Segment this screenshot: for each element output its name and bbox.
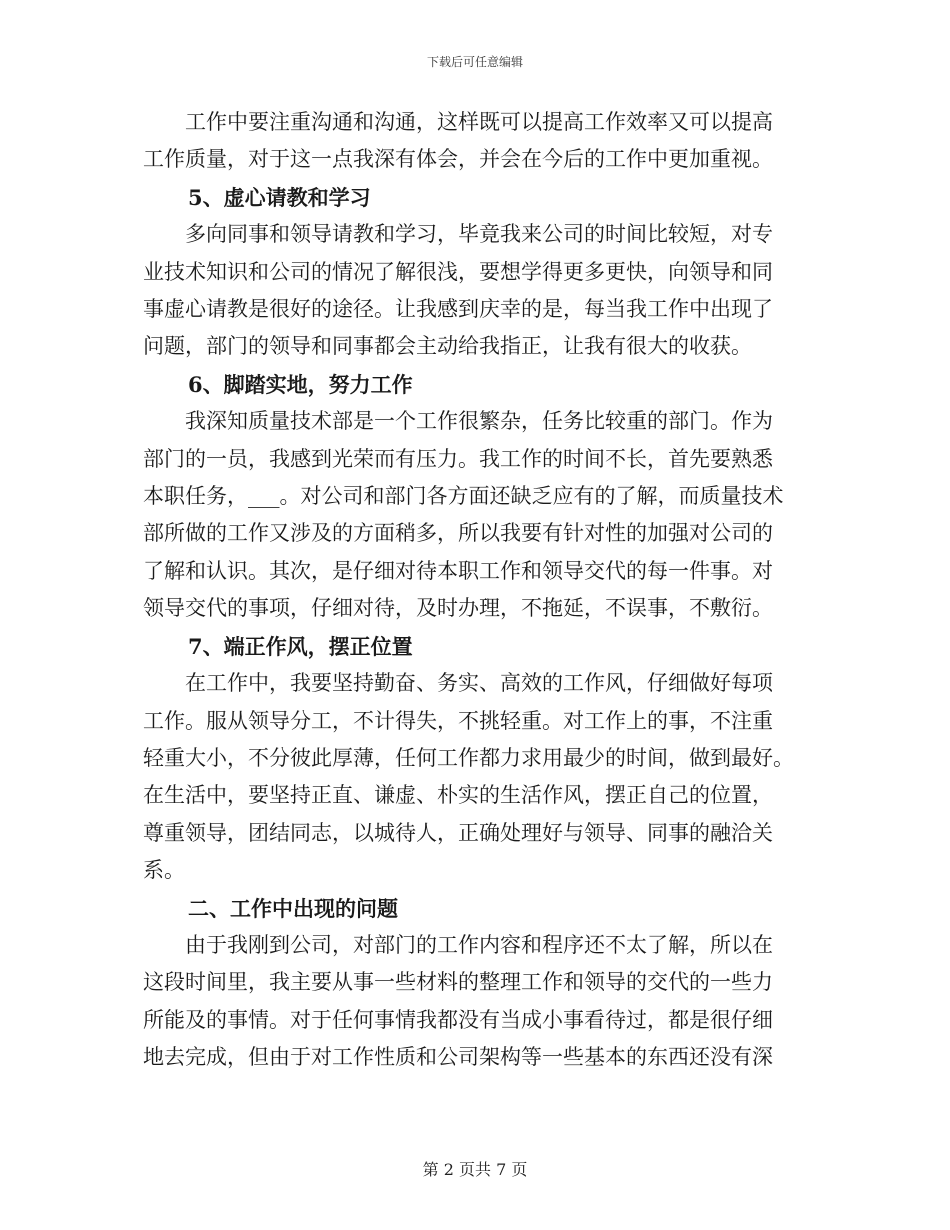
paragraph bbox=[143, 403, 808, 627]
text-line: 业技术知识和公司的情况了解很浅，要想学得更多更快，向领导和同 bbox=[143, 259, 773, 284]
paragraph bbox=[143, 665, 808, 889]
text-line: 地去完成，但由于对工作性质和公司架构等一些基本的东西还没有深 bbox=[143, 1045, 773, 1070]
text-line: 部所做的工作又涉及的方面稍多，所以我要有针对性的加强对公司的 bbox=[143, 521, 773, 546]
text-line: 7、端正作风，摆正位置 bbox=[188, 633, 413, 659]
text-line: 由于我刚到公司，对部门的工作内容和程序还不太了解，所以在 bbox=[185, 932, 773, 957]
text-line: 我深知质量技术部是一个工作很繁杂，任务比较重的部门。作为 bbox=[185, 409, 773, 434]
text-line: 事虚心请教是很好的途径。让我感到庆幸的是，每当我工作中出现了 bbox=[143, 297, 773, 322]
text-line: 多向同事和领导请教和学习，毕竟我来公司的时间比较短，对专 bbox=[185, 222, 773, 247]
text-line: 尊重领导，团结同志，以城待人，正确处理好与领导、同事的融洽关 bbox=[143, 820, 773, 845]
text-line: 在工作中，我要坚持勤奋、务实、高效的工作风，仔细做好每项 bbox=[185, 671, 773, 696]
text-line: 部门的一员，我感到光荣而有压力。我工作的时间不长，首先要熟悉 bbox=[143, 446, 773, 471]
document-body bbox=[143, 104, 808, 1077]
text-line: 轻重大小，不分彼此厚薄，任何工作都力求用最少的时间，做到最好。 bbox=[143, 745, 794, 770]
text-line: 在生活中，要坚持正直、谦虚、朴实的生活作风，摆正自己的位置， bbox=[143, 783, 773, 808]
section-heading bbox=[143, 628, 808, 665]
page-header-note: 下载后可任意编辑 bbox=[426, 55, 523, 69]
section-heading bbox=[143, 366, 808, 403]
paragraph bbox=[143, 927, 808, 1077]
text-line: 工作中要注重沟通和沟通，这样既可以提高工作效率又可以提高 bbox=[185, 110, 773, 134]
paragraph bbox=[143, 216, 808, 366]
page-number: 第 2 页共 7 页 bbox=[422, 1160, 528, 1179]
text-line: 所能及的事情。对于任何事情我都没有当成小事看待过，都是很仔细 bbox=[143, 1007, 773, 1032]
text-line: 二、工作中出现的问题 bbox=[188, 895, 398, 921]
text-line: 这段时间里，我主要从事一些材料的整理工作和领导的交代的一些力 bbox=[143, 970, 773, 995]
text-line: 领导交代的事项，仔细对待，及时办理，不拖延，不误事，不敷衍。 bbox=[143, 596, 773, 621]
text-line: 5、虚心请教和学习 bbox=[188, 184, 371, 210]
text-line: 了解和认识。其次，是仔细对待本职工作和领导交代的每一件事。对 bbox=[143, 558, 773, 583]
text-line: 本职任务，___。对公司和部门各方面还缺乏应有的了解，而质量技术 bbox=[143, 484, 784, 509]
text-line: 工作质量，对于这一点我深有体会，并会在今后的工作中更加重视。 bbox=[143, 147, 773, 172]
paragraph bbox=[143, 104, 808, 179]
text-line: 工作。服从领导分工，不计得失，不挑轻重。对工作上的事，不注重 bbox=[143, 708, 773, 733]
text-line: 6、脚踏实地，努力工作 bbox=[188, 371, 413, 397]
text-line: 问题，部门的领导和同事都会主动给我指正，让我有很大的收获。 bbox=[143, 334, 752, 359]
section-heading bbox=[143, 890, 808, 927]
section-heading bbox=[143, 179, 808, 216]
text-line: 系。 bbox=[143, 858, 185, 883]
